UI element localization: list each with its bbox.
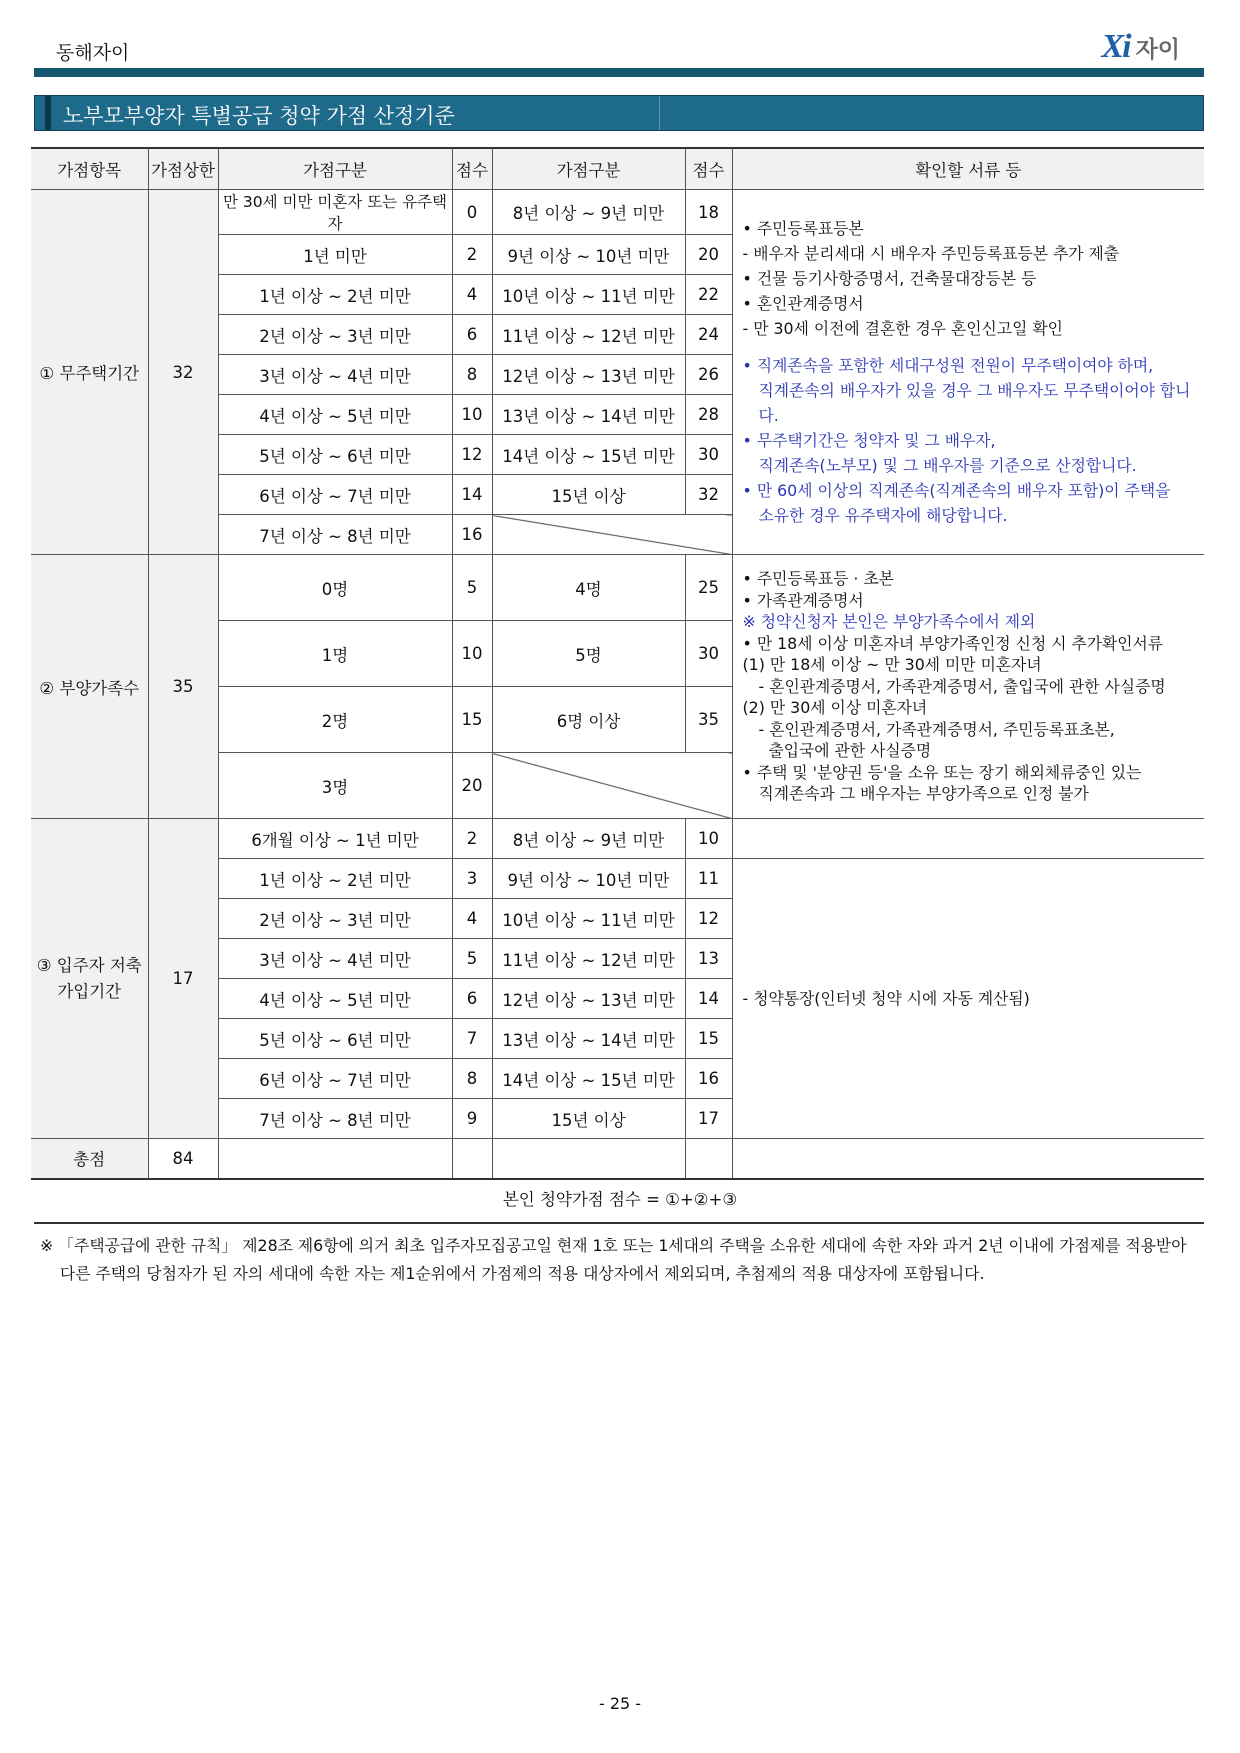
range-cell: 12년 이상 ~ 13년 미만 bbox=[492, 979, 685, 1019]
range-cell: 7년 이상 ~ 8년 미만 bbox=[218, 515, 452, 555]
note-line: • 주민등록표등 · 초본 bbox=[742, 569, 894, 589]
score-cell: 4 bbox=[452, 275, 492, 315]
score-cell: 22 bbox=[685, 275, 732, 315]
score-cell: 12 bbox=[452, 435, 492, 475]
range-cell: 6년 이상 ~ 7년 미만 bbox=[218, 1059, 452, 1099]
score-cell: 17 bbox=[685, 1099, 732, 1139]
range-cell: 5년 이상 ~ 6년 미만 bbox=[218, 435, 452, 475]
range-cell: 8년 이상 ~ 9년 미만 bbox=[492, 819, 685, 859]
note-line-blue: 직계존속(노부모) 및 그 배우자를 기준으로 산정합니다. bbox=[758, 456, 1137, 475]
table-header-row bbox=[31, 148, 1204, 190]
header-rule bbox=[34, 68, 1204, 77]
xi-logo-text: 자이 bbox=[1135, 36, 1180, 63]
note-line-blue: 소유한 경우 유주택자에 해당합니다. bbox=[758, 506, 1008, 525]
header-cell: 가점구분 bbox=[218, 148, 452, 190]
total-value: 84 bbox=[148, 1139, 218, 1179]
score-cell: 11 bbox=[685, 859, 732, 899]
score-cell: 4 bbox=[452, 899, 492, 939]
note-line: • 주민등록표등본 bbox=[742, 219, 864, 238]
range-cell: 3년 이상 ~ 4년 미만 bbox=[218, 355, 452, 395]
range-cell: 10년 이상 ~ 11년 미만 bbox=[492, 275, 685, 315]
banner-divider bbox=[659, 96, 660, 130]
table-row bbox=[31, 819, 1204, 859]
score-cell: 9 bbox=[452, 1099, 492, 1139]
range-cell: 14년 이상 ~ 15년 미만 bbox=[492, 435, 685, 475]
header-cell: 점수 bbox=[685, 148, 732, 190]
range-cell: 11년 이상 ~ 12년 미만 bbox=[492, 315, 685, 355]
score-cell: 15 bbox=[685, 1019, 732, 1059]
category-cell: ① 무주택기간 bbox=[31, 190, 148, 555]
range-cell: 13년 이상 ~ 14년 미만 bbox=[492, 395, 685, 435]
score-cell: 35 bbox=[685, 687, 732, 753]
range-cell: 6년 이상 ~ 7년 미만 bbox=[218, 475, 452, 515]
note-line: • 건물 등기사항증명서, 건축물대장등본 등 bbox=[742, 269, 1037, 288]
note-line: • 주택 및 '분양권 등'을 소유 또는 장기 해외체류중인 있는 bbox=[742, 762, 1142, 782]
score-cell: 7 bbox=[452, 1019, 492, 1059]
score-cell: 10 bbox=[685, 819, 732, 859]
note-line: - 배우자 분리세대 시 배우자 주민등록표등본 추가 제출 bbox=[742, 244, 1120, 263]
note-line: • 가족관계증명서 bbox=[742, 590, 864, 610]
range-cell: 4년 이상 ~ 5년 미만 bbox=[218, 979, 452, 1019]
score-cell: 6 bbox=[452, 979, 492, 1019]
note-line-blue: 직계존속의 배우자가 있을 경우 그 배우자도 무주택이어야 합니다. bbox=[758, 381, 1191, 425]
range-cell: 9년 이상 ~ 10년 미만 bbox=[492, 235, 685, 275]
note-line: 출입국에 관한 사실증명 bbox=[768, 741, 932, 761]
section-banner bbox=[34, 95, 1204, 131]
score-cell: 26 bbox=[685, 355, 732, 395]
score-cell: 12 bbox=[685, 899, 732, 939]
footnote-line: ※ 「주택공급에 관한 규칙」 제28조 제6항에 의거 최초 입주자모집공고일 현재 1호 또는 1세대의 주택을 소유한 세대에 속한 자와 과거 2년 이내에 가점제를 적용받아 bbox=[40, 1236, 1187, 1255]
score-cell: 28 bbox=[685, 395, 732, 435]
header-cell: 점수 bbox=[452, 148, 492, 190]
max-score-cell: 17 bbox=[148, 819, 218, 1139]
range-cell: 1년 이상 ~ 2년 미만 bbox=[218, 859, 452, 899]
range-cell: 4명 bbox=[492, 555, 685, 621]
range-cell: 11년 이상 ~ 12년 미만 bbox=[492, 939, 685, 979]
score-cell: 5 bbox=[452, 555, 492, 621]
score-cell: 14 bbox=[452, 475, 492, 515]
note-line: (1) 만 18세 이상 ~ 만 30세 미만 미혼자녀 bbox=[742, 655, 1042, 675]
range-cell: 2명 bbox=[218, 687, 452, 753]
score-cell: 20 bbox=[685, 235, 732, 275]
banner-stripe bbox=[45, 96, 51, 130]
note-line: - 혼인관계증명서, 가족관계증명서, 출입국에 관한 사실증명 bbox=[758, 676, 1166, 696]
total-row bbox=[31, 1139, 1204, 1179]
range-cell: 6명 이상 bbox=[492, 687, 685, 753]
range-cell: 1년 이상 ~ 2년 미만 bbox=[218, 275, 452, 315]
range-cell: 7년 이상 ~ 8년 미만 bbox=[218, 1099, 452, 1139]
score-formula: 본인 청약가점 점수 = ①+②+③ bbox=[502, 1190, 738, 1209]
category-label-line: ③ 입주자 저축 bbox=[36, 955, 142, 975]
category-label-line: 가입기간 bbox=[57, 981, 122, 1001]
score-cell: 20 bbox=[452, 753, 492, 819]
table-row bbox=[31, 555, 1204, 621]
score-cell: 32 bbox=[685, 475, 732, 515]
range-cell: 15년 이상 bbox=[492, 475, 685, 515]
note-line-blue: • 무주택기간은 청약자 및 그 배우자, bbox=[742, 431, 996, 450]
note-line: - 혼인관계증명서, 가족관계증명서, 주민등록표초본, bbox=[758, 719, 1115, 739]
note-line: 직계존속과 그 배우자는 부양가족으로 인정 불가 bbox=[758, 784, 1089, 804]
note-line-blue: ※ 청약신청자 본인은 부양가족수에서 제외 bbox=[742, 612, 1036, 632]
note-line-blue: • 만 60세 이상의 직계존속(직계존속의 배우자 포함)이 주택을 bbox=[742, 481, 1171, 500]
header-cell: 가점상한 bbox=[148, 148, 218, 190]
range-cell: 8년 이상 ~ 9년 미만 bbox=[492, 190, 685, 235]
empty-diagonal-cell bbox=[492, 515, 732, 555]
header-cell: 가점구분 bbox=[492, 148, 685, 190]
empty-cell bbox=[218, 1139, 452, 1179]
max-score-cell: 32 bbox=[148, 190, 218, 555]
score-cell: 30 bbox=[685, 435, 732, 475]
range-cell: 6개월 이상 ~ 1년 미만 bbox=[218, 819, 452, 859]
note-line: • 만 18세 이상 미혼자녀 부양가족인정 신청 시 추가확인서류 bbox=[742, 633, 1164, 653]
max-score-cell: 35 bbox=[148, 555, 218, 819]
range-cell: 3년 이상 ~ 4년 미만 bbox=[218, 939, 452, 979]
score-cell: 18 bbox=[685, 190, 732, 235]
range-cell: 만 30세 미만 미혼자 또는 유주택자 bbox=[218, 190, 452, 235]
header-cell: 확인할 서류 등 bbox=[732, 148, 1204, 190]
empty-cell bbox=[452, 1139, 492, 1179]
range-cell: 5년 이상 ~ 6년 미만 bbox=[218, 1019, 452, 1059]
range-cell: 5명 bbox=[492, 621, 685, 687]
empty-diagonal-cell bbox=[492, 753, 732, 819]
note-line: - 만 30세 이전에 결혼한 경우 혼인신고일 확인 bbox=[742, 319, 1063, 338]
score-cell: 3 bbox=[452, 859, 492, 899]
score-cell: 10 bbox=[452, 621, 492, 687]
xi-logo-mark-icon: Xi bbox=[1101, 28, 1130, 65]
range-cell: 13년 이상 ~ 14년 미만 bbox=[492, 1019, 685, 1059]
score-cell: 0 bbox=[452, 190, 492, 235]
range-cell: 1명 bbox=[218, 621, 452, 687]
range-cell: 4년 이상 ~ 5년 미만 bbox=[218, 395, 452, 435]
range-cell: 2년 이상 ~ 3년 미만 bbox=[218, 899, 452, 939]
total-label: 총점 bbox=[31, 1139, 148, 1179]
score-cell: 10 bbox=[452, 395, 492, 435]
score-cell: 16 bbox=[685, 1059, 732, 1099]
score-cell: 8 bbox=[452, 355, 492, 395]
documents-cell: - 청약통장(인터넷 청약 시에 자동 계산됨) bbox=[732, 859, 1204, 1139]
range-cell: 3명 bbox=[218, 753, 452, 819]
range-cell: 15년 이상 bbox=[492, 1099, 685, 1139]
range-cell: 14년 이상 ~ 15년 미만 bbox=[492, 1059, 685, 1099]
document-header-title: 동해자이 bbox=[56, 42, 130, 64]
footnote-line: 다른 주택의 당첨자가 된 자의 세대에 속한 자는 제1순위에서 가점제의 적용 대상자에서 제외되며, 추첨제의 적용 대상자에 포함됩니다. bbox=[60, 1264, 985, 1283]
footnote-rule bbox=[34, 1222, 1204, 1224]
category-cell bbox=[31, 819, 148, 1139]
empty-cell bbox=[732, 819, 1204, 859]
documents-cell bbox=[732, 555, 1204, 819]
header-cell: 가점항목 bbox=[31, 148, 148, 190]
score-cell: 2 bbox=[452, 235, 492, 275]
xi-logo bbox=[1101, 28, 1180, 66]
score-cell: 13 bbox=[685, 939, 732, 979]
score-cell: 6 bbox=[452, 315, 492, 355]
range-cell: 9년 이상 ~ 10년 미만 bbox=[492, 859, 685, 899]
score-cell: 5 bbox=[452, 939, 492, 979]
footnote bbox=[40, 1232, 1200, 1288]
range-cell: 2년 이상 ~ 3년 미만 bbox=[218, 315, 452, 355]
score-cell: 2 bbox=[452, 819, 492, 859]
score-cell: 30 bbox=[685, 621, 732, 687]
score-cell: 8 bbox=[452, 1059, 492, 1099]
note-line: (2) 만 30세 이상 미혼자녀 bbox=[742, 698, 928, 718]
section-title: 노부모부양자 특별공급 청약 가점 산정기준 bbox=[63, 104, 455, 128]
range-cell: 1년 미만 bbox=[218, 235, 452, 275]
documents-cell bbox=[732, 190, 1204, 555]
note-line: • 혼인관계증명서 bbox=[742, 294, 864, 313]
score-cell: 15 bbox=[452, 687, 492, 753]
table-row bbox=[31, 190, 1204, 235]
page-number: - 25 - bbox=[598, 1694, 642, 1713]
score-cell: 16 bbox=[452, 515, 492, 555]
range-cell: 12년 이상 ~ 13년 미만 bbox=[492, 355, 685, 395]
range-cell: 0명 bbox=[218, 555, 452, 621]
note-line-blue: • 직계존속을 포함한 세대구성원 전원이 무주택이여야 하며, bbox=[742, 356, 1154, 375]
category-cell: ② 부양가족수 bbox=[31, 555, 148, 819]
range-cell: 10년 이상 ~ 11년 미만 bbox=[492, 899, 685, 939]
score-cell: 24 bbox=[685, 315, 732, 355]
score-cell: 14 bbox=[685, 979, 732, 1019]
empty-cell bbox=[492, 1139, 685, 1179]
score-cell: 25 bbox=[685, 555, 732, 621]
score-criteria-table bbox=[31, 147, 1204, 1180]
empty-cell bbox=[732, 1139, 1204, 1179]
empty-cell bbox=[685, 1139, 732, 1179]
